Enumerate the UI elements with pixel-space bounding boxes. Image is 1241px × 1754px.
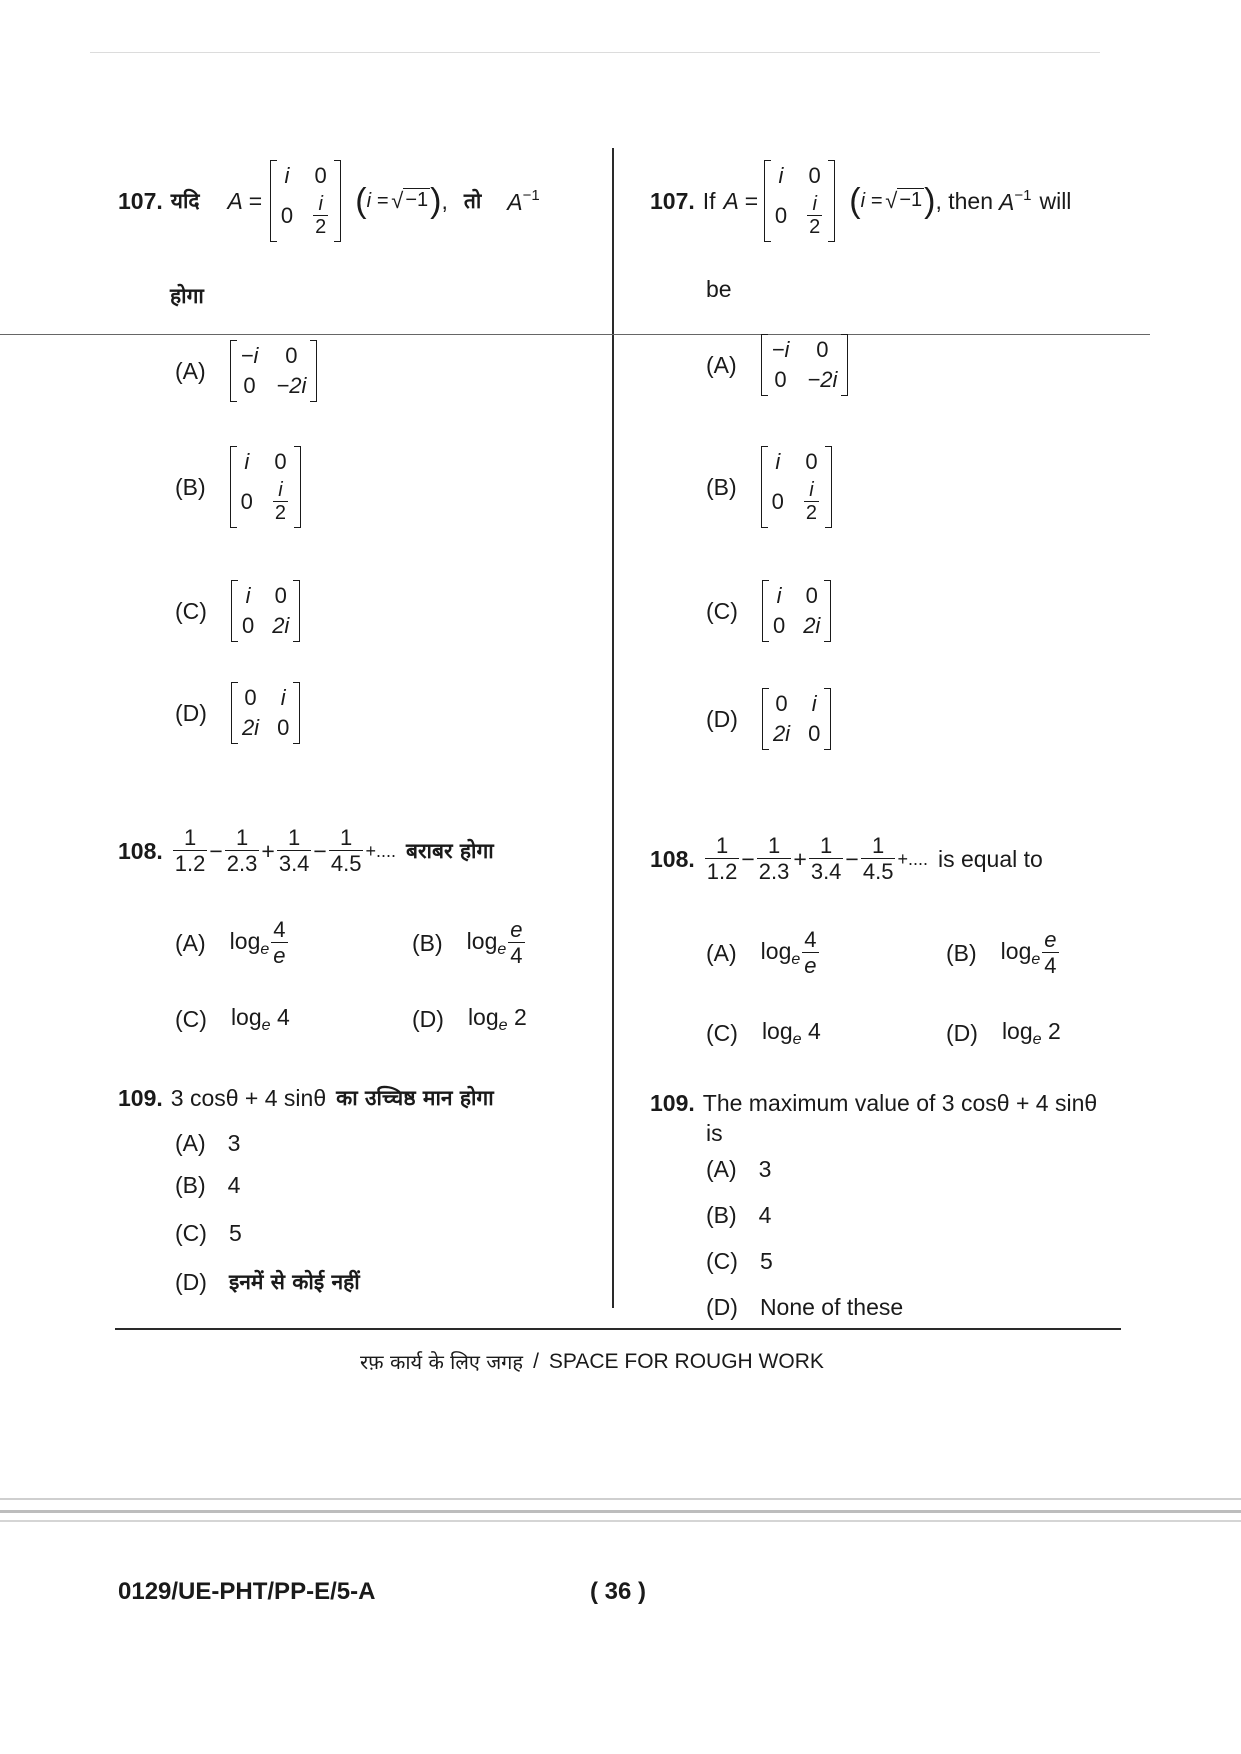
i-definition: ( i = √ −1 ) , (355, 182, 448, 220)
q107-hi-option-b[interactable]: (B) i 0 0 $\frac{i}{2}$ (175, 446, 301, 528)
q107-hi-option-c[interactable]: (C) i 0 0 2i (175, 580, 300, 642)
q107-hi-option-a[interactable]: (A) −i 0 0 −2i (175, 340, 317, 402)
q108-hi-option-d[interactable]: (D) $\log_e 2$ (412, 1004, 527, 1034)
q108-en-stem: 108. $\frac{1}{1.2}$ − $\frac{1}{2.3}$ + $\frac{1}{3.4}$ − $\frac{1}{4.5}$ +.... is equal to (650, 833, 1043, 885)
q108-en-option-c[interactable]: (C) $\log_e 4$ (706, 1018, 821, 1048)
q107-en-option-d[interactable]: (D) 0 i 2i 0 (706, 688, 831, 750)
rough-work-rule (115, 1328, 1121, 1330)
q108-hi-option-c[interactable]: (C) $\log_e 4$ (175, 1004, 290, 1034)
matrix-lhs: A = (227, 187, 262, 214)
matrix-inverse: $A^{-1}$ (507, 186, 540, 215)
q109-hi-option-c[interactable]: (C) 5 (175, 1220, 242, 1246)
q109-hi-option-a[interactable]: (A) 3 (175, 1130, 241, 1156)
paper-code: 0129/UE-PHT/PP-E/5-A (118, 1578, 376, 1605)
q107-en-option-a[interactable]: (A) −i 0 0 −2i (706, 334, 848, 396)
q107-en-option-c[interactable]: (C) i 0 0 2i (706, 580, 831, 642)
q108-en-option-a[interactable]: (A) $\log_e$ $\frac{4}{e}$ (706, 927, 817, 979)
q109-en-option-b[interactable]: (B) 4 (706, 1202, 772, 1228)
question-divider (0, 334, 1150, 335)
q109-en-option-c[interactable]: (C) 5 (706, 1248, 773, 1274)
q109-en-option-a[interactable]: (A) 3 (706, 1156, 772, 1182)
column-divider (612, 148, 614, 1308)
q109-hi-option-d[interactable]: (D) इनमें से कोई नहीं (175, 1268, 360, 1295)
matrix-A: i 0 0 $\frac{i}{2}$ (270, 160, 341, 242)
q108-hi-option-b[interactable]: (B) $\log_e$ $\frac{e}{4}$ (412, 917, 523, 969)
q109-hi-stem: 109. 3 cosθ + 4 sinθ का उच्चिष्ठ मान होगा (118, 1084, 494, 1111)
q107-hi-option-d[interactable]: (D) 0 i 2i 0 (175, 682, 300, 744)
english-be: be (706, 276, 732, 302)
q107-en-option-b[interactable]: (B) i 0 0 $\frac{i}{2}$ (706, 446, 832, 528)
q109-en-option-d[interactable]: (D) None of these (706, 1294, 904, 1320)
q108-en-option-d[interactable]: (D) $\log_e 2$ (946, 1018, 1061, 1048)
hindi-will-be: होगा (170, 284, 204, 308)
hindi-then: तो (463, 189, 482, 213)
q107-hi-stem (118, 160, 540, 242)
rough-work-label: रफ़ कार्य के लिए जगह / SPACE FOR ROUGH WORK (360, 1349, 824, 1374)
page-number: ( 36 ) (590, 1578, 647, 1605)
q109-en-stem: 109. The maximum value of 3 cosθ + 4 sinθ (650, 1090, 1098, 1116)
q107-en-stem: 107. If A = i 0 0 $\frac{i}{2}$ ( i = √ −1 ) , then $A^{-1}$ will (650, 160, 1071, 242)
q109-hi-option-b[interactable]: (B) 4 (175, 1172, 241, 1198)
hindi-if: यदि (170, 189, 200, 213)
q108-en-option-b[interactable]: (B) $\log_e$ $\frac{e}{4}$ (946, 927, 1057, 979)
question-number: 107. (118, 187, 163, 214)
q108-hi-option-a[interactable]: (A) $\log_e$ $\frac{4}{e}$ (175, 917, 286, 969)
q109-en-stem-line2: is (706, 1120, 723, 1146)
q108-hi-stem: 108. $\frac{1}{1.2}$ − $\frac{1}{2.3}$ + $\frac{1}{3.4}$ − $\frac{1}{4.5}$ +.... बराबर होगा (118, 825, 494, 877)
